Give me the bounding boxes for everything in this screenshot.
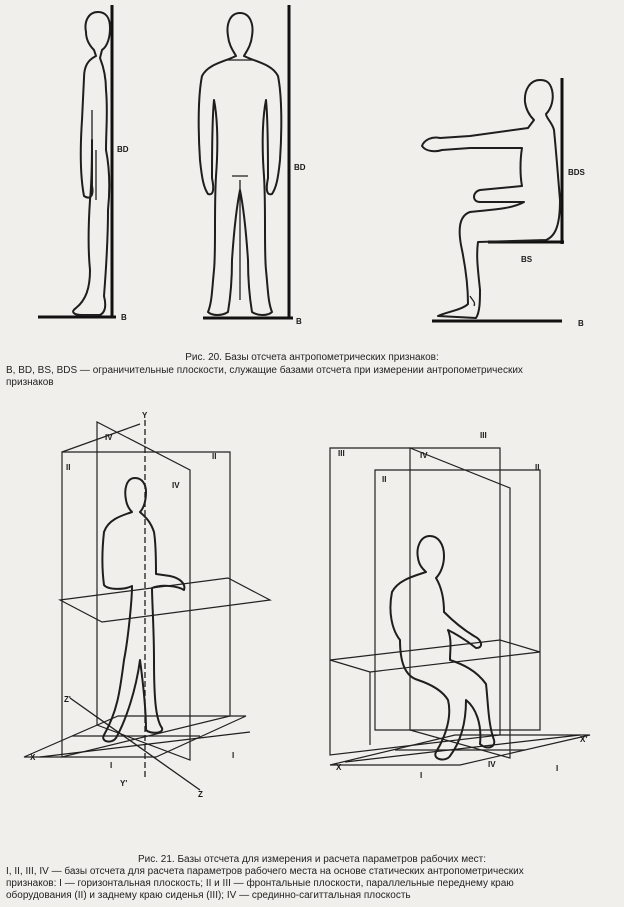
fig21-right-diagram bbox=[330, 431, 590, 780]
label-z: Z bbox=[198, 790, 203, 799]
label-i-left-b: I bbox=[232, 751, 235, 760]
label-ii-right-b: II bbox=[535, 463, 540, 472]
plane-ii-right bbox=[375, 470, 540, 730]
fig20-seated bbox=[422, 78, 586, 328]
plane-iv-right bbox=[410, 448, 510, 758]
fig21-left-diagram bbox=[24, 411, 270, 799]
label-bs: BS bbox=[521, 255, 533, 264]
label-iv-bottom-right: IV bbox=[488, 760, 496, 769]
seat-top bbox=[330, 640, 540, 672]
label-bd-2: BD bbox=[294, 163, 306, 172]
fig20-standing-side bbox=[38, 5, 129, 322]
fig21-caption-title: Рис. 21. Базы отсчета для измерения и расчета параметров рабочих мест: bbox=[137, 854, 487, 865]
fig21-caption-line2: признаков: I — горизонтальная плоскость; II и III — фронтальные плоскости, параллельные переднему краю bbox=[6, 878, 514, 889]
fig20-standing-front bbox=[199, 5, 306, 326]
fig21-seated-figure bbox=[390, 536, 494, 759]
fig20-caption-line2: признаков bbox=[6, 377, 54, 388]
label-x-right: X bbox=[336, 763, 342, 772]
label-x-prime: X' bbox=[580, 735, 588, 744]
label-ii-left-b: II bbox=[212, 452, 217, 461]
standing-side-figure bbox=[73, 12, 110, 315]
label-bds: BDS bbox=[568, 168, 585, 177]
fig20-caption-title: Рис. 20. Базы отсчета антропометрических признаков: bbox=[185, 352, 439, 363]
label-iv-mid-left: IV bbox=[172, 481, 180, 490]
label-b-2: B bbox=[296, 317, 302, 326]
seated-knee-detail bbox=[470, 296, 475, 306]
label-i-right-a: I bbox=[420, 771, 423, 780]
label-b-1: B bbox=[121, 313, 127, 322]
plane-iv-left bbox=[97, 422, 190, 760]
label-iii-b: III bbox=[480, 431, 487, 440]
fig21-standing-figure bbox=[103, 478, 185, 742]
fig21-caption-line1: I, II, III, IV — базы отсчета для расчета параметров рабочего места на основе статических антропометрических bbox=[6, 866, 524, 877]
work-plane-left bbox=[60, 578, 270, 622]
label-iii-a: III bbox=[338, 449, 345, 458]
label-y: Y bbox=[142, 411, 148, 420]
fig20-caption-line1: B, BD, BS, BDS — ограничительные плоскости, служащие базами отсчета при измерении антропометрических bbox=[6, 365, 523, 376]
label-ii-left-a: II bbox=[66, 463, 71, 472]
label-iv-top-right: IV bbox=[420, 451, 428, 460]
label-i-left-a: I bbox=[110, 761, 113, 770]
label-iv-top-left: IV bbox=[105, 433, 113, 442]
fig21-caption-line3: оборудования (II) и заднему краю сиденья (III); IV — срединно-сагиттальная плоскость bbox=[6, 890, 411, 901]
label-i-right-b: I bbox=[556, 764, 559, 773]
label-y-prime: Y' bbox=[120, 779, 128, 788]
standing-front-detail bbox=[226, 60, 254, 300]
label-z-prime: Z' bbox=[64, 695, 71, 704]
seated-figure bbox=[422, 80, 560, 318]
label-b-3: B bbox=[578, 319, 584, 328]
label-ii-right-a: II bbox=[382, 475, 387, 484]
axis-z-left bbox=[70, 698, 200, 790]
label-x-left: X bbox=[30, 753, 36, 762]
label-bd-1: BD bbox=[117, 145, 129, 154]
